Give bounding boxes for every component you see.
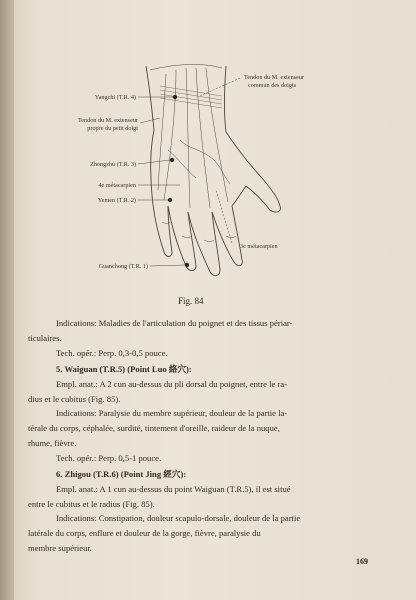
label-metacarpien-3: 3e métacarpien [240, 243, 278, 250]
text-line: Tech. opér.: Perp. 0,3-0,5 pouce. [56, 347, 168, 358]
text-line: Tech. opér.: Perp. 0,5-1 pouce. [56, 452, 162, 463]
label-zhongzhu: Zhongzhu (T.R. 3) [90, 161, 136, 168]
text-line: rhume, fièvre. [28, 438, 77, 448]
text-line: Empl. anat.: A 2 cun au-dessus du pli dorsal du poignet, entre le ra- [56, 378, 288, 389]
text-line: Indications: Paralysie du membre supérieur, douleur de la partie la- [56, 408, 288, 419]
section-heading-zhigou: 6. Zhigou (T.R.6) (Point Jing 經穴): [56, 469, 187, 479]
label-metacarpien-4: 4e métacarpien [98, 182, 136, 189]
label-yemen: Yemen (T.R. 2) [97, 197, 136, 204]
section-heading-waiguan: 5. Waiguan (T.R.5) (Point Luo 絡穴): [56, 364, 192, 374]
label-tendon-ext-common-2: commun des doigts [248, 82, 297, 89]
text-line: térale du corps, céphalée, surdité, tintement d'oreille, raideur de la nuque, [28, 423, 280, 434]
label-tendon-ext-propre-1: Tendon du M. extenseur [77, 117, 138, 124]
text-line: Empl. anat.: A 1 cun au-dessus du point Waiguan (T.R.5), il est situé [56, 483, 291, 494]
text-line: entre le cubitus et le radius (Fig. 85). [28, 498, 155, 509]
text-line: ticulaires. [28, 332, 62, 343]
label-tendon-ext-common-1: Tendon du M. extenseur [244, 74, 305, 81]
text-line: membre supérieur. [28, 543, 92, 553]
text-line: dius et le cubitus (Fig. 85). [28, 393, 121, 404]
text-line: latérale du corps, enflure et douleur de la gorge, fièvre, paralysie du [28, 528, 261, 539]
page-number: 169 [356, 557, 368, 566]
text-line: Indications: Constipation, douleur scapulo-dorsale, douleur de la partie [56, 513, 301, 524]
label-yangchi: Yangchi (T.R. 4) [94, 94, 136, 101]
text-line: Indications: Maladies de l'articulation du poignet et des tissus périar- [56, 318, 293, 328]
label-tendon-ext-propre-2: propre du petit doigt [87, 125, 138, 132]
label-guanchong: Guanchong (T.R. 1) [98, 263, 148, 270]
figure-caption: Fig. 84 [178, 296, 204, 306]
